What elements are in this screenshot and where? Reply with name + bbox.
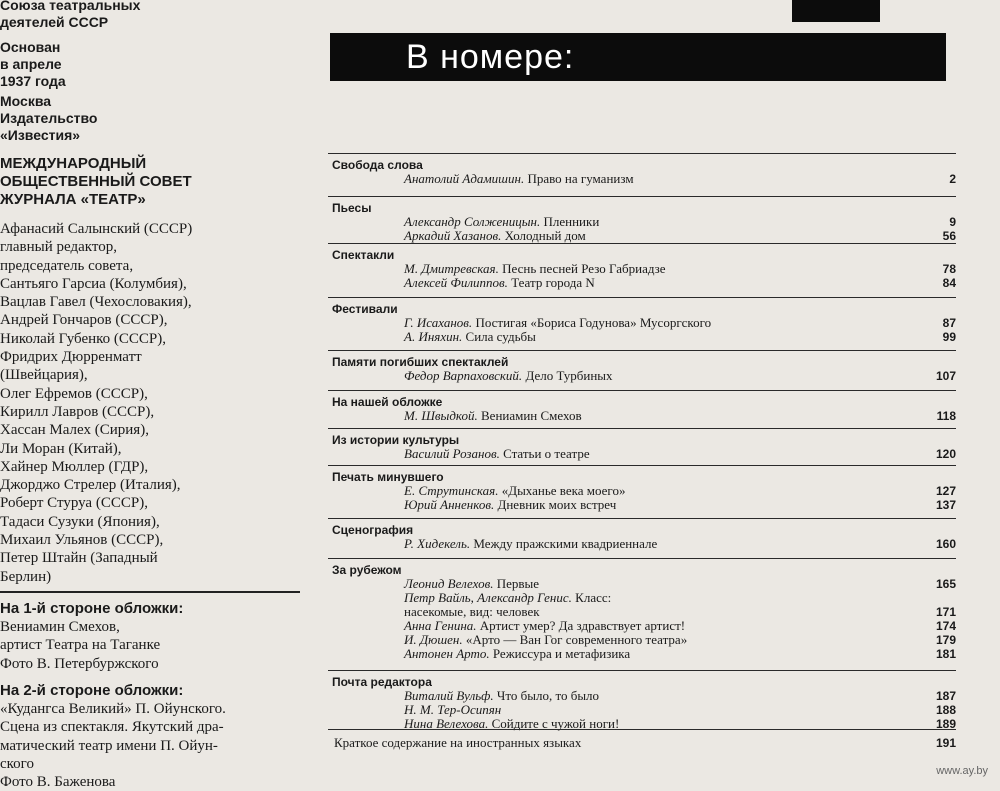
contents-entry	[404, 276, 956, 290]
council-member: Хассан Малех (Сирия),	[0, 422, 149, 439]
entry-title: Сойдите с чужой ноги!	[488, 716, 620, 731]
council-members	[0, 220, 310, 586]
founded-line: Основан	[0, 39, 61, 55]
entry-page-number: 118	[936, 409, 956, 423]
entry-page-number: 9	[949, 215, 956, 229]
summary-row	[328, 729, 956, 756]
entry-author: Алексей Филиппов.	[404, 275, 508, 290]
council-member: председатель совета,	[0, 257, 134, 274]
contents-section	[328, 465, 956, 519]
entry-title: Между пражскими квадриеннале	[470, 536, 658, 551]
entry-page-number: 165	[935, 577, 956, 591]
masthead	[0, 0, 310, 31]
entry-author: И. Дюшен.	[404, 632, 463, 647]
contents-entry	[404, 330, 956, 344]
contents-section	[328, 518, 956, 559]
council-member: Николай Губенко (СССР),	[0, 330, 167, 347]
founded	[0, 39, 310, 90]
section-title: Пьесы	[332, 201, 372, 215]
entry-page-number: 171	[935, 605, 956, 619]
contents-section	[328, 297, 956, 351]
council-heading-line: ОБЩЕСТВЕННЫЙ СОВЕТ	[0, 173, 192, 190]
entry-author: Леонид Велехов.	[404, 576, 494, 591]
entry-author: М. Дмитревская.	[404, 261, 499, 276]
contents-entry	[404, 605, 956, 619]
contents-banner	[330, 33, 946, 81]
contents-section	[328, 196, 956, 244]
cover2-heading: На 2-й стороне обложки:	[0, 682, 184, 699]
entry-page-number: 99	[942, 330, 956, 344]
contents-entry	[404, 591, 956, 605]
contents-entry	[404, 172, 956, 186]
entry-author: Антонен Арто.	[404, 646, 490, 661]
contents-section	[328, 670, 956, 730]
entry-page-number: 127	[935, 484, 956, 498]
section-title: Сценография	[332, 523, 414, 537]
council-member: Олег Ефремов (СССР),	[0, 385, 148, 402]
contents-entry	[404, 537, 956, 551]
founded-line: 1937 года	[0, 73, 66, 89]
entry-title: насекомые, вид: человек	[404, 604, 540, 619]
contents-section	[328, 350, 956, 391]
entry-title: Первые	[493, 576, 540, 591]
cover2-line: матический театр имени П. Ойун-	[0, 737, 218, 754]
contents-entry	[404, 229, 956, 243]
contents-entry	[404, 647, 956, 661]
publisher-line: Издательство	[0, 110, 98, 126]
entry-title: Режиссура и метафизика	[489, 646, 631, 661]
cover2-caption	[0, 681, 310, 791]
entry-page-number: 187	[935, 689, 956, 703]
summary-text: Краткое содержание на иностранных языках	[334, 735, 582, 750]
council-member: Кирилл Лавров (СССР),	[0, 403, 155, 420]
council-member: Хайнер Мюллер (ГДР),	[0, 458, 149, 475]
entry-title: Сила судьбы	[462, 329, 536, 344]
entry-title: Пленники	[540, 214, 600, 229]
contents-entry	[404, 215, 956, 229]
decorative-block	[792, 0, 880, 22]
council-member: Андрей Гончаров (СССР),	[0, 312, 168, 329]
entry-page-number: 84	[942, 276, 956, 290]
entry-title: Театр города N	[507, 275, 595, 290]
entry-title: «Арто — Ван Гог современного театра»	[462, 632, 688, 647]
section-title: Почта редактора	[332, 675, 432, 689]
contents-title: В номере:	[406, 38, 575, 76]
section-title: На нашей обложке	[332, 395, 443, 409]
contents-entry	[404, 577, 956, 591]
contents-entry	[404, 689, 956, 703]
entry-title: Артист умер? Да здравствует артист!	[476, 618, 686, 633]
section-title: Свобода слова	[332, 158, 423, 172]
entry-page-number: 107	[935, 369, 956, 383]
publisher-line: «Известия»	[0, 127, 81, 143]
entry-author: Анатолий Адамишин.	[404, 171, 525, 186]
contents-column	[324, 0, 1000, 783]
contents-entry	[404, 409, 956, 423]
entry-author: А. Иняхин.	[404, 329, 463, 344]
council-member: главный редактор,	[0, 239, 117, 256]
cover1-line: артист Театра на Таганке	[0, 637, 161, 654]
contents-section	[328, 390, 956, 429]
cover2-line: «Кудангса Великий» П. Ойунского.	[0, 701, 226, 717]
council-member: Фридрих Дюрренматт	[0, 349, 142, 366]
entry-title: Право на гуманизм	[524, 171, 634, 186]
cover1-heading: На 1-й стороне обложки:	[0, 600, 184, 617]
left-divider	[0, 591, 300, 593]
entry-author: Р. Хидекель.	[404, 536, 471, 551]
council-member: Михаил Ульянов (СССР),	[0, 532, 164, 549]
council-member: Афанасий Салынский (СССР)	[0, 221, 193, 237]
entry-page-number: 189	[935, 717, 956, 731]
cover1-line: Вениамин Смехов,	[0, 619, 120, 635]
entry-author: Г. Исаханов.	[404, 315, 473, 330]
section-title: За рубежом	[332, 563, 402, 577]
entry-title: Статьи о театре	[499, 446, 590, 461]
entry-author: Нина Велехова.	[404, 716, 489, 731]
cover1-line: Фото В. Петербуржского	[0, 655, 159, 672]
entry-author: Аркадий Хазанов.	[404, 228, 502, 243]
entry-title: Дневник моих встреч	[494, 497, 617, 512]
council-member: Джорджо Стрелер (Италия),	[0, 477, 181, 494]
section-title: Из истории культуры	[332, 433, 460, 447]
cover2-line: Фото В. Баженова	[0, 774, 116, 791]
entry-page-number: 160	[935, 537, 956, 551]
entry-author: Василий Розанов.	[404, 446, 500, 461]
entry-page-number: 120	[935, 447, 956, 461]
contents-section	[328, 558, 956, 671]
entry-page-number: 137	[935, 498, 956, 512]
council-member: (Швейцария),	[0, 367, 88, 384]
left-column	[0, 0, 312, 791]
entry-page-number: 174	[935, 619, 956, 633]
entry-author: Е. Струтинская.	[404, 483, 499, 498]
contents-entry	[404, 262, 956, 276]
entry-page-number: 188	[935, 703, 956, 717]
council-heading-line: МЕЖДУНАРОДНЫЙ	[0, 155, 147, 172]
entry-author: Юрий Анненков.	[404, 497, 495, 512]
entry-author: Петр Вайль, Александр Генис.	[404, 590, 572, 605]
contents-section	[328, 153, 956, 197]
contents-entry	[404, 316, 956, 330]
entry-page-number: 181	[935, 647, 956, 661]
council-member: Берлин)	[0, 568, 52, 585]
publisher	[0, 93, 310, 144]
contents-section	[328, 428, 956, 466]
entry-title: Дело Турбиных	[522, 368, 613, 383]
section-title: Печать минувшего	[332, 470, 444, 484]
cover2-line: ского	[0, 755, 34, 772]
council-member: Сантьяго Гарсиа (Колумбия),	[0, 275, 187, 292]
council-member: Петер Штайн (Западный	[0, 550, 158, 567]
masthead-line: Союза театральных	[0, 0, 141, 13]
entry-author: Виталий Вульф.	[404, 688, 494, 703]
contents-entry	[404, 484, 956, 498]
section-title: Памяти погибших спектаклей	[332, 355, 509, 369]
entry-page-number: 2	[949, 172, 956, 186]
entry-title: Холодный дом	[501, 228, 586, 243]
contents-entry	[404, 447, 956, 461]
entry-author: Федор Варпаховский.	[404, 368, 523, 383]
entry-title: Постигая «Бориса Годунова» Мусоргского	[472, 315, 712, 330]
contents-section	[328, 243, 956, 298]
contents-entry	[404, 498, 956, 512]
masthead-line: деятелей СССР	[0, 14, 109, 30]
watermark: www.ay.by	[936, 765, 988, 777]
contents-entry	[404, 633, 956, 647]
cover1-caption	[0, 599, 310, 673]
council-member: Тадаси Сузуки (Япония),	[0, 513, 160, 530]
entry-title: Что было, то было	[493, 688, 600, 703]
council-heading-line: ЖУРНАЛА «ТЕАТР»	[0, 191, 146, 208]
founded-line: в апреле	[0, 56, 62, 72]
entry-author: М. Швыдкой.	[404, 408, 478, 423]
entry-page-number: 56	[942, 229, 956, 243]
entry-title: Вениамин Смехов	[477, 408, 582, 423]
entry-title: Песнь песней Резо Габриадзе	[498, 261, 666, 276]
entry-page-number: 78	[942, 262, 956, 276]
summary-page: 191	[935, 736, 956, 750]
council-member: Роберт Стуруа (СССР),	[0, 495, 148, 512]
council-member: Вацлав Гавел (Чехословакия),	[0, 294, 192, 311]
council-heading	[0, 155, 310, 209]
cover2-line: Сцена из спектакля. Якутский дра-	[0, 719, 224, 736]
entry-author: Александр Солженицын.	[404, 214, 541, 229]
publisher-line: Москва	[0, 93, 52, 109]
contents-entry	[404, 619, 956, 633]
council-member: Ли Моран (Китай),	[0, 440, 122, 457]
section-title: Фестивали	[332, 302, 398, 316]
entry-author: Н. М. Тер-Осипян	[404, 702, 502, 717]
entry-title: Класс:	[571, 590, 612, 605]
entry-title: «Дыханье века моего»	[498, 483, 626, 498]
contents-entry	[404, 369, 956, 383]
entry-page-number: 87	[942, 316, 956, 330]
entry-page-number: 179	[935, 633, 956, 647]
section-title: Спектакли	[332, 248, 395, 262]
contents-entry	[404, 703, 956, 717]
entry-author: Анна Генина.	[404, 618, 477, 633]
